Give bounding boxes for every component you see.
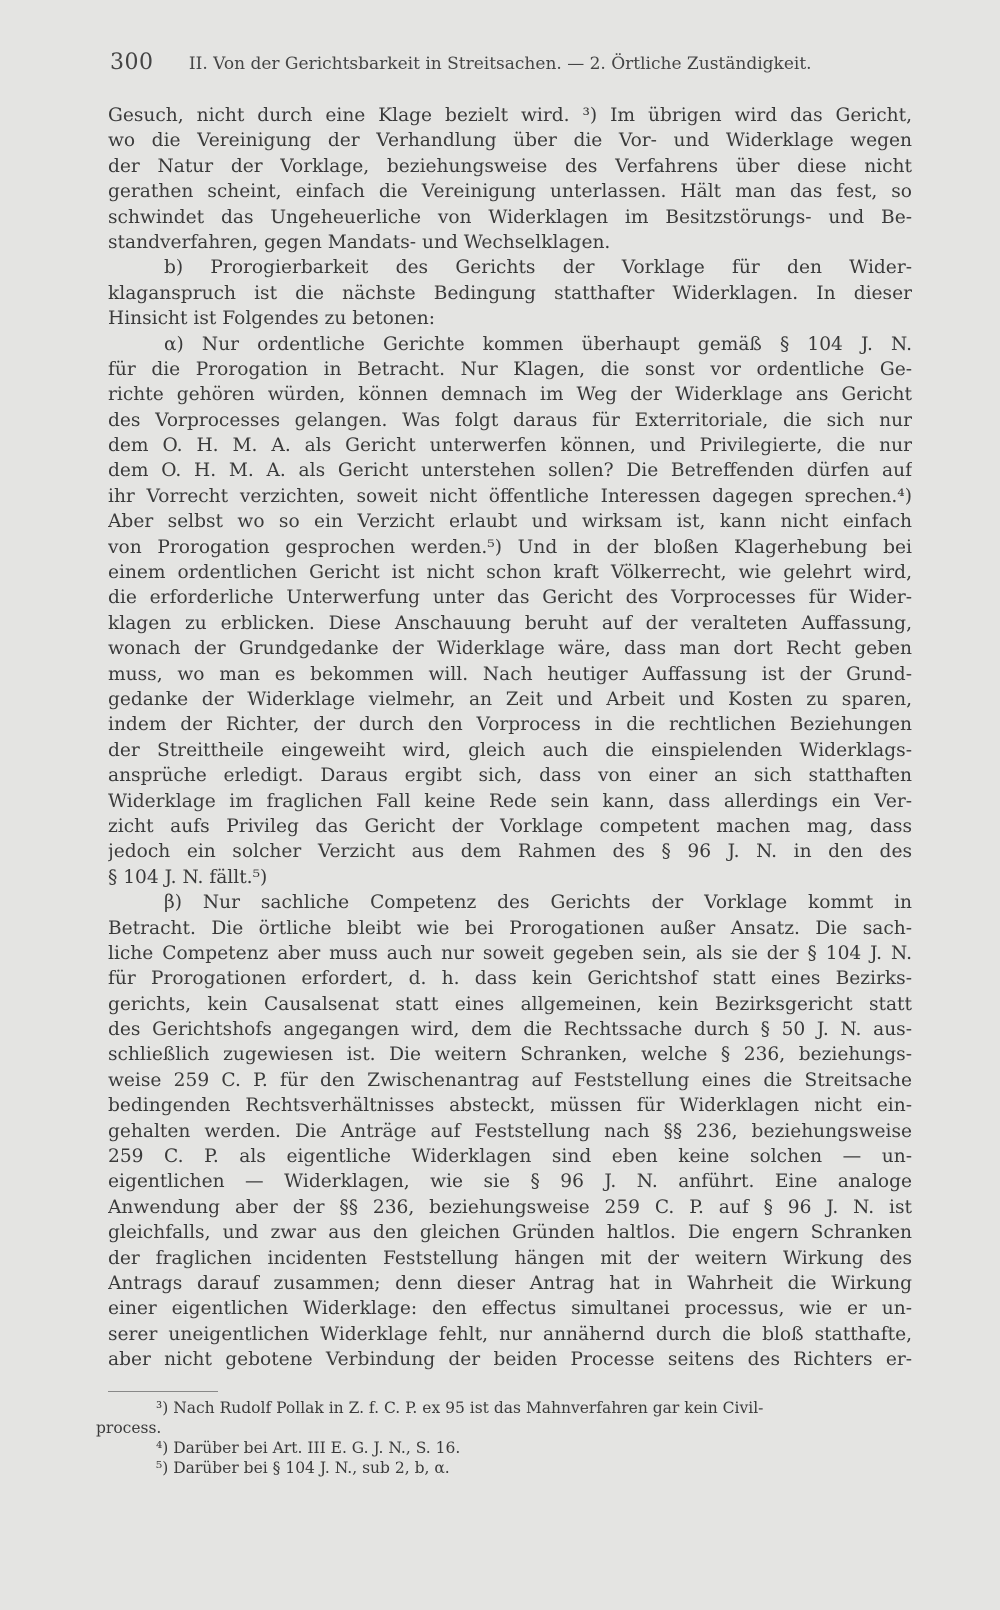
text-line: liche Competenz aber muss auch nur soweit gegeben sein, als sie der § 104 J. N. — [108, 942, 912, 964]
text-line: der Natur der Vorklage, beziehungsweise des Verfahrens über diese nicht — [108, 155, 912, 177]
footnote-5: ⁵) Darüber bei § 104 J. N., sub 2, b, α. — [156, 1459, 450, 1477]
text-line: des Vorprocesses gelangen. Was folgt daraus für Exterritoriale, die sich nur — [108, 409, 912, 431]
text-line: weise 259 C. P. für den Zwischenantrag auf Feststellung eines die Streitsache — [108, 1069, 912, 1091]
text-line: bedingenden Rechtsverhältnisses absteckt, müssen für Widerklagen nicht ein- — [108, 1095, 912, 1117]
text-line: dem O. H. M. A. als Gericht unterwerfen können, und Privilegierte, die nur — [108, 435, 912, 457]
text-line: wonach der Grundgedanke der Widerklage wäre, dass man dort Recht geben — [108, 638, 912, 660]
text-line: einer eigentlichen Widerklage: den effectus simultanei processus, wie er un- — [108, 1298, 912, 1320]
text-line: für Prorogationen erfordert, d. h. dass kein Gerichtshof statt eines Bezirks- — [108, 968, 912, 990]
text-line: Antrags darauf zusammen; denn dieser Antrag hat in Wahrheit die Wirkung — [108, 1272, 912, 1294]
text-line: gedanke der Widerklage vielmehr, an Zeit und Arbeit und Kosten zu sparen, — [108, 688, 912, 710]
text-line: gehalten werden. Die Anträge auf Feststellung nach §§ 236, beziehungsweise — [108, 1120, 912, 1142]
text-line: Betracht. Die örtliche bleibt wie bei Prorogationen außer Ansatz. Die sach- — [108, 917, 912, 939]
text-line: muss, wo man es bekommen will. Nach heutiger Auffassung ist der Grund- — [108, 663, 912, 685]
section-heading-b: b) Prorogierbarkeit des Gerichts der Vorklage für den Wider- — [164, 257, 912, 279]
text-line: klaganspruch ist die nächste Bedingung statthafter Widerklagen. In dieser — [108, 282, 912, 304]
text-line: jedoch ein solcher Verzicht aus dem Rahmen des § 96 J. N. in den des — [108, 841, 912, 863]
text-line: Gesuch, nicht durch eine Klage bezielt wird. ³) Im übrigen wird das Gericht, — [108, 105, 912, 126]
text-line: Anwendung aber der §§ 236, beziehungsweise 259 C. P. auf § 96 J. N. ist — [108, 1196, 912, 1218]
text-line: dem O. H. M. A. als Gericht unterstehen sollen? Die Betreffenden dürfen auf — [108, 460, 912, 482]
body-text — [108, 103, 912, 1373]
text-line: aber nicht gebotene Verbindung der beiden Processe seitens des Richters er- — [108, 1349, 912, 1371]
text-line: eigentlichen — Widerklagen, wie sie § 96 J. N. anführt. Eine analoge — [108, 1171, 912, 1193]
text-line: serer uneigentlichen Widerklage fehlt, nur annähernd durch die bloß statthafte, — [108, 1323, 912, 1345]
text-line: gerichts, kein Causalsenat statt eines allgemeinen, kein Bezirksgericht statt — [108, 993, 912, 1015]
text-line: gleichfalls, und zwar aus den gleichen Gründen haltlos. Die engern Schranken — [108, 1222, 912, 1244]
text-line: ansprüche erledigt. Daraus ergibt sich, dass von einer an sich statthaften — [108, 765, 912, 787]
text-line: des Gerichtshofs angegangen wird, dem die Rechtssache durch § 50 J. N. aus- — [108, 1019, 912, 1041]
text-line: zicht aufs Privileg das Gericht der Vorklage competent machen mag, dass — [108, 815, 912, 837]
text-line: einem ordentlichen Gericht ist nicht schon kraft Völkerrecht, wie gelehrt wird, — [108, 562, 912, 584]
text-line: die erforderliche Unterwerfung unter das Gericht des Vorprocesses für Wider- — [108, 587, 912, 609]
page-number: 300 — [110, 50, 154, 75]
running-title: II. Von der Gerichtsbarkeit in Streitsachen. — 2. Örtliche Zuständigkeit. — [188, 54, 812, 74]
text-line: gerathen scheint, einfach die Vereinigung unterlassen. Hält man das fest, so — [108, 181, 912, 203]
section-heading-beta: β) Nur sachliche Competenz des Gerichts der Vorklage kommt in — [164, 892, 912, 914]
text-line: für die Prorogation in Betracht. Nur Klagen, die sonst vor ordentliche Ge- — [108, 358, 912, 380]
text-line: Hinsicht ist Folgendes zu betonen: — [108, 308, 436, 330]
footnotes — [96, 1398, 916, 1478]
text-line: klagen zu erblicken. Diese Anschauung beruht auf der veralteten Auffassung, — [108, 612, 912, 634]
footnote-3-continuation: process. — [96, 1419, 162, 1437]
page-header — [110, 50, 910, 80]
text-line: schließlich zugewiesen ist. Die weitern Schranken, welche § 236, beziehungs- — [108, 1044, 912, 1066]
text-line: wo die Vereinigung der Verhandlung über die Vor- und Widerklage wegen — [108, 130, 912, 152]
text-line: von Prorogation gesprochen werden.⁵) Und in der bloßen Klagerhebung bei — [108, 536, 912, 558]
footnote-4: ⁴) Darüber bei Art. III E. G. J. N., S. 16. — [156, 1439, 461, 1457]
text-line: standverfahren, gegen Mandats- und Wechselklagen. — [108, 231, 611, 253]
text-line: 259 C. P. als eigentliche Widerklagen sind eben keine solchen — un- — [108, 1146, 912, 1168]
footnote-divider — [108, 1391, 218, 1392]
text-line: der Streittheile eingeweiht wird, gleich auch die einspielenden Widerklags- — [108, 739, 912, 761]
text-line: Aber selbst wo so ein Verzicht erlaubt und wirksam ist, kann nicht einfach — [108, 511, 912, 533]
text-line: indem der Richter, der durch den Vorprocess in die rechtlichen Beziehungen — [108, 714, 912, 736]
text-line: schwindet das Ungeheuerliche von Widerklagen im Besitzstörungs- und Be- — [108, 206, 912, 228]
text-line: der fraglichen incidenten Feststellung hängen mit der weitern Wirkung des — [108, 1247, 912, 1269]
text-line: Widerklage im fraglichen Fall keine Rede sein kann, dass allerdings ein Ver- — [108, 790, 912, 812]
text-line: richte gehören würden, können demnach im Weg der Widerklage ans Gericht — [108, 384, 912, 406]
text-line: § 104 J. N. fällt.⁵) — [108, 866, 268, 888]
section-heading-alpha: α) Nur ordentliche Gerichte kommen überhaupt gemäß § 104 J. N. — [164, 333, 912, 355]
footnote-3: ³) Nach Rudolf Pollak in Z. f. C. P. ex 95 ist das Mahnverfahren gar kein Civil- — [156, 1399, 764, 1417]
text-line: ihr Vorrecht verzichten, soweit nicht öffentliche Interessen dagegen sprechen.⁴) — [108, 485, 912, 507]
